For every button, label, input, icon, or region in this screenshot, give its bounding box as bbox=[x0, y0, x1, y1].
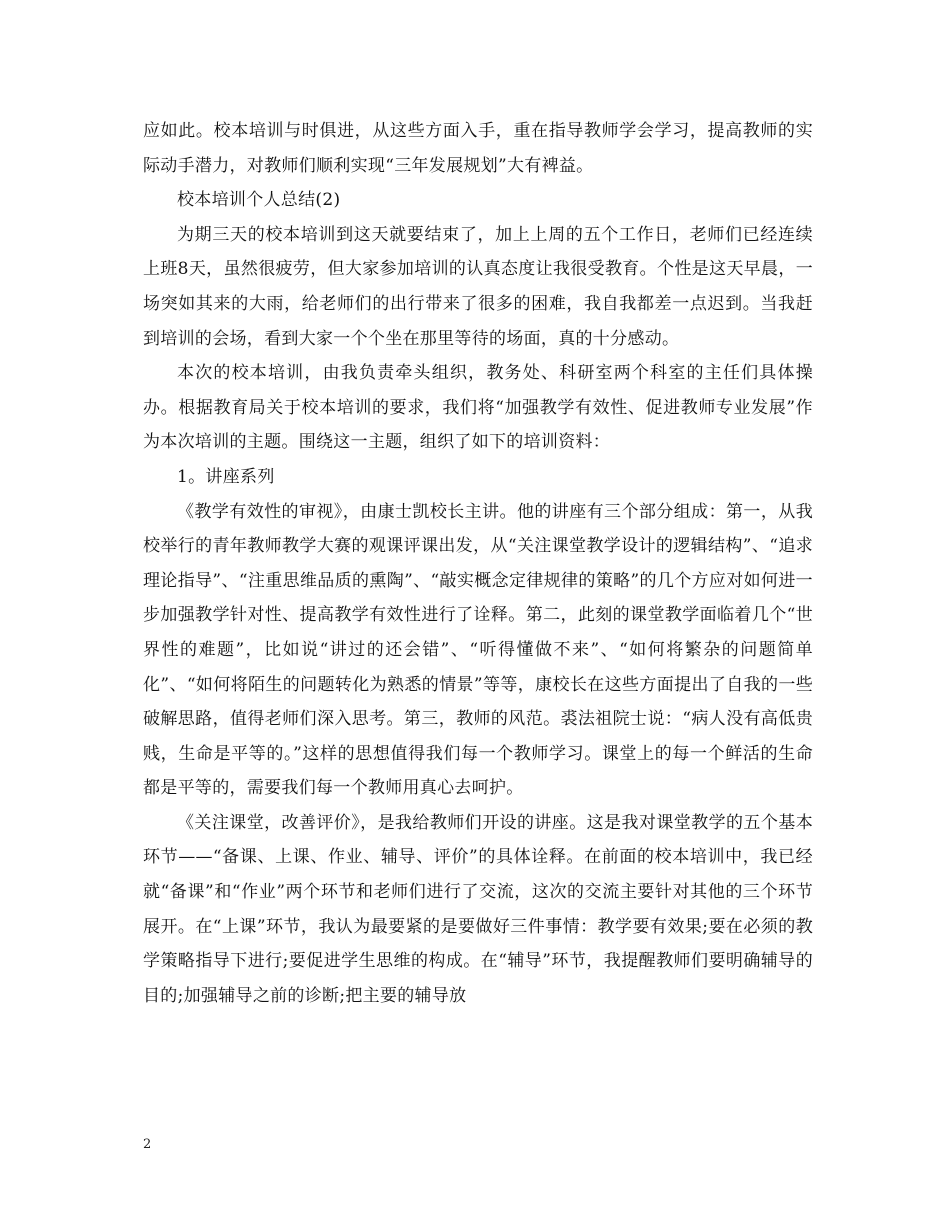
paragraph-continuation: 应如此。校本培训与时俱进，从这些方面入手，重在指导教师学会学习，提高教师的实际动手潜力，对教师们顺利实现“三年发展规划”大有裨益。 bbox=[143, 121, 813, 176]
paragraph-lecture-one: 《教学有效性的审视》，由康士凯校长主讲。他的讲座有三个部分组成：第一，从我校举行的青年教师教学大赛的观课评课出发，从“关注课堂教学设计的逻辑结构”、“追求理论指导”、“注重思维品质的熏陶”、“敲实概念定律规律的策略”的几个方应对如何进一步加强教学针对性、提高教学有效性进行了诠释。第二，此刻的课堂教学面临着几个“世界性的难题”，比如说“讲过的还会错”、“听得懂做不来”、“如何将繁杂的问题简单化”、“如何将陌生的问题转化为熟悉的情景”等等，康校长在这些方面提出了自我的一些破解思路，值得老师们深入思考。第三，教师的风范。裘法祖院士说：“病人没有高低贵贱，生命是平等的。”这样的思想值得我们每一个教师学习。课堂上的每一个鲜活的生命都是平等的，需要我们每一个教师用真心去呵护。 bbox=[143, 501, 813, 799]
subheading-lecture-series: 1。讲座系列 bbox=[177, 466, 275, 487]
page-number: 2 bbox=[143, 1137, 152, 1152]
section-heading: 校本培训个人总结(2) bbox=[177, 190, 341, 211]
paragraph-lecture-two: 《关注课堂，改善评价》，是我给教师们开设的讲座。这是我对课堂教学的五个基本环节——“备课、上课、作业、辅导、评价”的具体诠释。在前面的校本培训中，我已经就“备课”和“作业”两个环节和老师们进行了交流，这次的交流主要针对其他的三个环节展开。在“上课”环节，我认为最要紧的是要做好三件事情：教学要有效果;要在必须的教学策略指导下进行;要促进学生思维的构成。在“辅导”环节，我提醒教师们要明确辅导的目的;加强辅导之前的诊断;把主要的辅导放 bbox=[143, 812, 813, 1006]
paragraph-training-intro: 为期三天的校本培训到这天就要结束了，加上上周的五个工作日，老师们已经连续上班8天，虽然很疲劳，但大家参加培训的认真态度让我很受教育。个性是这天早晨，一场突如其来的大雨，给老师们的出行带来了很多的困难，我自我都差一点迟到。当我赶到培训的会场，看到大家一个个坐在那里等待的场面，真的十分感动。 bbox=[143, 224, 813, 349]
paragraph-training-organization: 本次的校本培训，由我负责牵头组织，教务处、科研室两个科室的主任们具体操办。根据教育局关于校本培训的要求，我们将“加强教学有效性、促进教师专业发展”作为本次培训的主题。围绕这一主题，组织了如下的培训资料： bbox=[143, 363, 813, 453]
document-body bbox=[143, 114, 813, 1013]
